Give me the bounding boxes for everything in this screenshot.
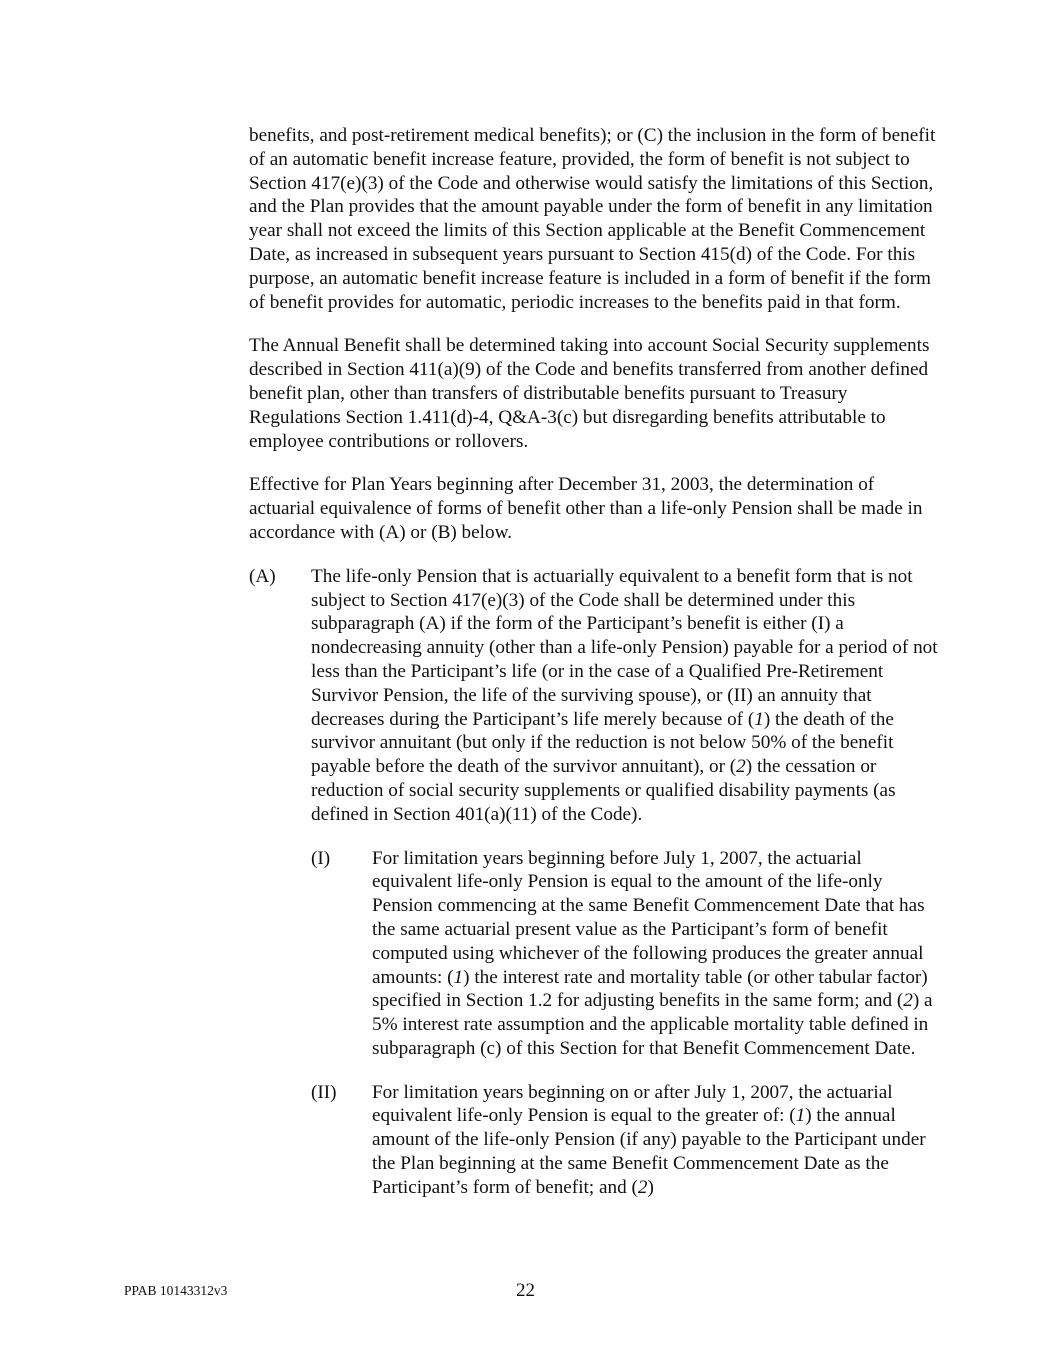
subparagraph-a	[249, 565, 939, 827]
paragraph-annual-benefit: The Annual Benefit shall be determined taking into account Social Security supplements described in Section 411(a)(9) of the Code and benefits transferred from another defined benefit plan, other than transfers of distributable benefits pursuant to Treasury Regulations Section 1.411(d)-4, Q&A-3(c) but disregarding benefits attributable to employee contributions or rollovers.	[249, 335, 930, 452]
clause-i	[311, 847, 939, 1061]
clause-ii-label: (II)	[311, 1081, 337, 1103]
clause-ii	[311, 1081, 939, 1200]
subparagraph-a-label: (A)	[249, 565, 276, 587]
clause-ii-text: For limitation years beginning on or after July 1, 2007, the actuarial equivalent life-only Pension is equal to the greater of: (1) the annual amount of the life-only Pension (if any) payable to the Participant under the Plan beginning at the same Benefit Commencement Date as the Participant’s form of benefit; and (2)	[372, 1081, 926, 1198]
clause-i-label: (I)	[311, 847, 331, 869]
subparagraph-a-text: The life-only Pension that is actuarially equivalent to a benefit form that is not subject to Section 417(e)(3) of the Code shall be determined under this subparagraph (A) if the form of the Participant’s benefit is either (I) a nondecreasing annuity (other than a life-only Pension) payable for a period of not less than the Participant’s life (or in the case of a Qualified Pre-Retirement Survivor Pension, the life of the surviving spouse), or (II) an annuity that decreases during the Participant’s life merely because of (1) the death of the survivor annuitant (but only if the reduction is not below 50% of the benefit payable before the death of the survivor annuitant), or (2) the cessation or reduction of social security supplements or qualified disability payments (as defined in Section 401(a)(11) of the Code).	[311, 565, 938, 825]
paragraph-continuation: benefits, and post-retirement medical benefits); or (C) the inclusion in the form of benefit of an automatic benefit increase feature, provided, the form of benefit is not subject to Section 417(e)(3) of the Code and otherwise would satisfy the limitations of this Section, and the Plan provides that the amount payable under the form of benefit in any limitation year shall not exceed the limits of this Section applicable at the Benefit Commencement Date, as increased in subsequent years pursuant to Section 415(d) of the Code. For this purpose, an automatic benefit increase feature is included in a form of benefit if the form of benefit provides for automatic, periodic increases to the benefits paid in that form.	[249, 125, 936, 313]
clause-i-text: For limitation years beginning before July 1, 2007, the actuarial equivalent life-only Pension is equal to the amount of the life-only Pension commencing at the same Benefit Commencement Date that has the same actuarial present value as the Participant’s form of benefit computed using whichever of the following produces the greater annual amounts: (1) the interest rate and mortality table (or other tabular factor) specified in Section 1.2 for adjusting benefits in the same form; and (2) a 5% interest rate assumption and the applicable mortality table defined in subparagraph (c) of this Section for that Benefit Commencement Date.	[372, 847, 933, 1059]
document-body	[249, 124, 939, 1220]
footer-document-id: PPAB 10143312v3	[124, 1283, 228, 1298]
paragraph-actuarial-equivalence: Effective for Plan Years beginning after December 31, 2003, the determination of actuarial equivalence of forms of benefit other than a life-only Pension shall be made in accordance with (A) or (B) below.	[249, 474, 923, 543]
page-number: 22	[516, 1280, 535, 1301]
